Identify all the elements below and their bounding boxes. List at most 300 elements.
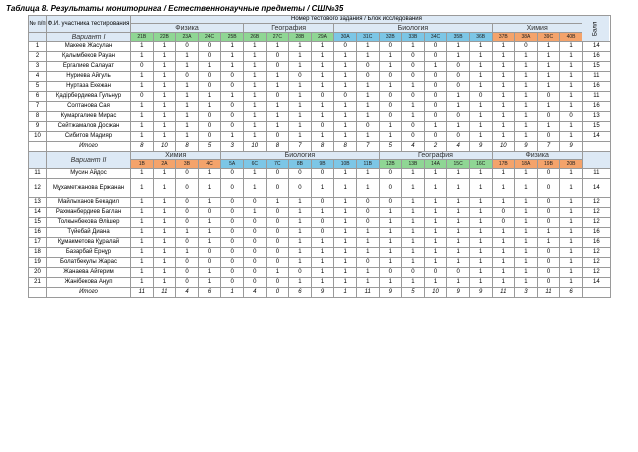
answer-cell: 1 [289,198,312,208]
answer-cell: 1 [311,238,334,248]
answer-cell: 1 [131,208,154,218]
question-code: 23А [176,33,199,42]
block-header: География [243,24,333,33]
answer-cell: 0 [198,258,221,268]
table-row [29,258,611,268]
row-number: 8 [29,112,47,122]
answer-cell: 1 [402,102,425,112]
row-number: 10 [29,132,47,142]
answer-cell: 0 [221,278,244,288]
answer-cell: 1 [560,92,583,102]
total-cell: 9 [311,288,334,298]
answer-cell: 1 [560,169,583,179]
answer-cell: 1 [311,278,334,288]
answer-cell: 1 [356,102,379,112]
answer-cell: 1 [311,102,334,112]
answer-cell: 1 [153,82,176,92]
question-code: 35В [447,33,470,42]
answer-cell: 0 [198,82,221,92]
answer-cell: 1 [402,169,425,179]
question-code: 22В [153,33,176,42]
answer-cell: 1 [447,218,470,228]
answer-cell: 0 [334,92,357,102]
answer-cell: 1 [334,228,357,238]
block-header: Химия [492,24,582,33]
answer-cell: 1 [356,132,379,142]
answer-cell: 1 [560,179,583,198]
answer-cell: 1 [198,62,221,72]
answer-cell: 1 [131,42,154,52]
answer-cell: 1 [492,179,515,198]
answer-cell: 1 [334,238,357,248]
table-row [29,112,611,122]
answer-cell: 1 [515,112,538,122]
answer-cell: 0 [221,208,244,218]
total-cell: 8 [131,142,154,152]
block-header: Физика [492,152,582,160]
total-cell: 4 [402,142,425,152]
answer-cell: 1 [153,238,176,248]
ball-cell: 12 [582,198,610,208]
answer-cell: 1 [492,42,515,52]
answer-cell: 0 [176,218,199,228]
question-code: 10В [334,160,357,169]
total-cell: 9 [515,142,538,152]
answer-cell: 0 [311,169,334,179]
answer-cell: 0 [356,72,379,82]
total-cell: 9 [469,288,492,298]
answer-cell: 1 [153,169,176,179]
answer-cell: 1 [153,132,176,142]
answer-cell: 1 [289,92,312,102]
answer-cell: 0 [402,268,425,278]
question-code: 1В [131,160,154,169]
answer-cell: 1 [131,169,154,179]
answer-cell: 0 [289,72,312,82]
block-header: Биология [334,24,492,33]
question-code: 15С [447,160,470,169]
ball-cell: 15 [582,62,610,72]
header-participant: Ф.И. участника тестирования [47,16,131,33]
total-cell: 0 [266,288,289,298]
ball-cell: 13 [582,112,610,122]
answer-cell: 1 [131,258,154,268]
total-cell: 11 [153,288,176,298]
ball-cell: 12 [582,258,610,268]
answer-cell: 1 [334,112,357,122]
table-row [29,218,611,228]
answer-cell: 1 [131,248,154,258]
answer-cell: 1 [289,238,312,248]
answer-cell: 0 [131,92,154,102]
answer-cell: 1 [469,228,492,238]
answer-cell: 1 [424,169,447,179]
answer-cell: 0 [424,102,447,112]
answer-cell: 1 [560,82,583,92]
answer-cell: 1 [289,218,312,228]
answer-cell: 0 [311,218,334,228]
answer-cell: 1 [334,169,357,179]
answer-cell: 1 [447,179,470,198]
answer-cell: 1 [402,208,425,218]
answer-cell: 1 [266,122,289,132]
table-row [29,208,611,218]
answer-cell: 0 [176,268,199,278]
question-code: 29А [311,33,334,42]
ball-cell: 16 [582,102,610,112]
answer-cell: 1 [153,218,176,228]
answer-cell: 0 [311,198,334,208]
total-cell: 2 [424,142,447,152]
row-number: 9 [29,122,47,132]
answer-cell: 1 [469,169,492,179]
answer-cell: 1 [334,258,357,268]
answer-cell: 1 [379,62,402,72]
answer-cell: 0 [221,258,244,268]
ball-cell: 12 [582,218,610,228]
answer-cell: 1 [492,268,515,278]
answer-cell: 1 [447,92,470,102]
answer-cell: 1 [153,208,176,218]
question-code: 21В [131,33,154,42]
answer-cell: 1 [402,218,425,228]
answer-cell: 1 [266,198,289,208]
answer-cell: 0 [537,208,560,218]
ball-spacer [582,152,610,169]
row-number: 6 [29,92,47,102]
answer-cell: 1 [469,179,492,198]
answer-cell: 1 [334,268,357,278]
answer-cell: 1 [289,132,312,142]
answer-cell: 1 [198,268,221,278]
answer-cell: 0 [176,179,199,198]
row-number: 18 [29,248,47,258]
answer-cell: 1 [153,228,176,238]
answer-cell: 0 [537,258,560,268]
answer-cell: 1 [356,82,379,92]
question-code: 3В [176,160,199,169]
answer-cell: 1 [447,278,470,288]
answer-cell: 1 [447,102,470,112]
answer-cell: 0 [176,208,199,218]
ball-cell: 16 [582,238,610,248]
question-code: 18А [515,160,538,169]
answer-cell: 1 [560,102,583,112]
answer-cell: 0 [221,198,244,208]
answer-cell: 0 [266,208,289,218]
ball-cell: 11 [582,72,610,82]
row-number: 13 [29,198,47,208]
table-row [29,238,611,248]
participant-name: Ергалиев Салауат [47,62,131,72]
question-code: 13В [402,160,425,169]
answer-cell: 0 [334,42,357,52]
answer-cell: 1 [153,42,176,52]
question-code: 24С [198,33,221,42]
answer-cell: 1 [515,258,538,268]
answer-cell: 0 [492,218,515,228]
answer-cell: 0 [537,169,560,179]
answer-cell: 1 [311,62,334,72]
participant-name: Рахманбердиев Баглан [47,208,131,218]
answer-cell: 1 [153,268,176,278]
total-cell: 6 [198,288,221,298]
totals-end [582,142,610,152]
ball-cell: 16 [582,228,610,238]
total-cell: 4 [176,288,199,298]
answer-cell: 0 [379,112,402,122]
total-cell: 3 [221,142,244,152]
question-code: 39С [537,33,560,42]
answer-cell: 1 [515,72,538,82]
answer-cell: 1 [492,132,515,142]
answer-cell: 1 [424,228,447,238]
answer-cell: 1 [492,72,515,82]
question-code: 34С [424,33,447,42]
answer-cell: 0 [424,82,447,92]
answer-cell: 1 [469,62,492,72]
question-code: 31С [356,33,379,42]
answer-cell: 1 [402,228,425,238]
table-row [29,42,611,52]
answer-cell: 0 [424,42,447,52]
answer-cell: 1 [289,52,312,62]
row-number: 7 [29,102,47,112]
table-row [29,179,611,198]
answer-cell: 1 [492,102,515,112]
answer-cell: 1 [469,82,492,92]
answer-cell: 0 [537,112,560,122]
answer-cell: 1 [153,112,176,122]
answer-cell: 1 [424,179,447,198]
answer-cell: 0 [243,228,266,238]
answer-cell: 1 [424,62,447,72]
answer-cell: 0 [198,42,221,52]
answer-cell: 1 [356,112,379,122]
participant-name: Сибитов Мадияр [47,132,131,142]
answer-cell: 0 [221,238,244,248]
answer-cell: 1 [243,102,266,112]
total-cell: 10 [243,142,266,152]
ball-cell: 14 [582,278,610,288]
answer-cell: 1 [469,248,492,258]
answer-cell: 0 [176,238,199,248]
participant-name: Макеев Жасулан [47,42,131,52]
answer-cell: 1 [379,228,402,238]
answer-cell: 0 [311,228,334,238]
answer-cell: 1 [469,52,492,62]
answer-cell: 1 [153,278,176,288]
answer-cell: 1 [266,72,289,82]
participant-name: Нуртаза Екежан [47,82,131,92]
answer-cell: 1 [131,218,154,228]
answer-cell: 1 [492,238,515,248]
answer-cell: 0 [198,248,221,258]
answer-cell: 1 [469,198,492,208]
answer-cell: 1 [379,278,402,288]
total-cell: 11 [356,288,379,298]
answer-cell: 0 [469,92,492,102]
answer-cell: 1 [537,82,560,92]
answer-cell: 1 [311,82,334,92]
answer-cell: 1 [311,52,334,62]
total-cell: 4 [447,142,470,152]
answer-cell: 1 [221,42,244,52]
answer-cell: 1 [266,112,289,122]
answer-cell: 1 [311,258,334,268]
answer-cell: 1 [153,102,176,112]
answer-cell: 1 [311,42,334,52]
answer-cell: 1 [560,208,583,218]
total-cell: 5 [198,142,221,152]
totals-label: Итого [47,142,131,152]
answer-cell: 1 [334,198,357,208]
answer-cell: 0 [176,278,199,288]
question-code: 7С [266,160,289,169]
answer-cell: 1 [379,132,402,142]
answer-cell: 1 [176,92,199,102]
answer-cell: 1 [131,179,154,198]
answer-cell: 1 [515,122,538,132]
answer-cell: 0 [266,228,289,238]
total-cell: 11 [131,288,154,298]
answer-cell: 1 [492,258,515,268]
answer-cell: 1 [243,72,266,82]
answer-cell: 1 [198,228,221,238]
row-number: 5 [29,82,47,92]
answer-cell: 0 [176,258,199,268]
answer-cell: 1 [153,258,176,268]
table-row [29,82,611,92]
total-cell: 10 [492,142,515,152]
row-number: 19 [29,258,47,268]
participant-name: Мусин Айдос [47,169,131,179]
answer-cell: 1 [515,228,538,238]
total-cell: 8 [311,142,334,152]
answer-cell: 1 [131,72,154,82]
answer-cell: 0 [198,208,221,218]
answer-cell: 1 [334,82,357,92]
answer-cell: 1 [334,218,357,228]
answer-cell: 1 [379,218,402,228]
answer-cell: 0 [402,72,425,82]
answer-cell: 1 [176,248,199,258]
question-code: 30А [334,33,357,42]
answer-cell: 1 [266,102,289,112]
answer-cell: 0 [243,278,266,288]
participant-name: Қадірбердиева Гульнур [47,92,131,102]
answer-cell: 1 [469,112,492,122]
answer-cell: 1 [402,198,425,208]
answer-cell: 1 [447,208,470,218]
answer-cell: 0 [379,198,402,208]
answer-cell: 0 [447,268,470,278]
answer-cell: 0 [198,112,221,122]
answer-cell: 0 [356,62,379,72]
answer-cell: 1 [356,52,379,62]
answer-cell: 1 [243,132,266,142]
answer-cell: 0 [402,52,425,62]
answer-cell: 0 [447,82,470,92]
answer-cell: 0 [221,72,244,82]
answer-cell: 0 [537,278,560,288]
answer-cell: 1 [176,228,199,238]
answer-cell: 0 [266,218,289,228]
answer-cell: 1 [243,112,266,122]
answer-cell: 0 [266,278,289,288]
answer-cell: 0 [131,62,154,72]
answer-cell: 1 [515,248,538,258]
table-row [29,72,611,82]
question-code: 9В [311,160,334,169]
answer-cell: 1 [198,169,221,179]
answer-cell: 1 [153,198,176,208]
answer-cell: 1 [492,92,515,102]
answer-cell: 1 [469,258,492,268]
answer-cell: 1 [379,238,402,248]
answer-cell: 0 [424,112,447,122]
answer-cell: 1 [289,112,312,122]
totals-spacer [29,142,47,152]
total-cell: 10 [153,142,176,152]
answer-cell: 0 [379,102,402,112]
answer-cell: 1 [515,169,538,179]
answer-cell: 1 [492,112,515,122]
answer-cell: 1 [289,248,312,258]
question-code: 17В [492,160,515,169]
totals-row [29,142,611,152]
answer-cell: 0 [176,42,199,52]
answer-cell: 0 [356,198,379,208]
table-row [29,62,611,72]
answer-cell: 1 [356,92,379,102]
answer-cell: 1 [221,52,244,62]
answer-cell: 1 [243,179,266,198]
answer-cell: 1 [198,218,221,228]
ball-cell: 15 [582,122,610,132]
answer-cell: 0 [379,169,402,179]
ball-cell: 12 [582,268,610,278]
answer-cell: 1 [469,238,492,248]
answer-cell: 1 [198,278,221,288]
answer-cell: 1 [560,42,583,52]
answer-cell: 1 [515,102,538,112]
answer-cell: 0 [447,62,470,72]
answer-cell: 1 [243,122,266,132]
answer-cell: 1 [356,228,379,238]
row-number: 14 [29,208,47,218]
answer-cell: 1 [176,62,199,72]
answer-cell: 1 [131,238,154,248]
answer-cell: 1 [356,278,379,288]
total-cell: 9 [469,142,492,152]
variant1-label: Вариант I [47,33,131,42]
row-number: 2 [29,52,47,62]
answer-cell: 1 [311,72,334,82]
answer-cell: 1 [560,278,583,288]
question-code: 19В [537,160,560,169]
answer-cell: 0 [266,52,289,62]
header-row [29,16,611,24]
answer-cell: 0 [221,179,244,198]
answer-cell: 0 [266,169,289,179]
answer-cell: 0 [379,179,402,198]
answer-cell: 0 [243,248,266,258]
header-ball: Балл [582,16,610,42]
answer-cell: 1 [537,238,560,248]
table-row [29,278,611,288]
answer-cell: 1 [492,82,515,92]
